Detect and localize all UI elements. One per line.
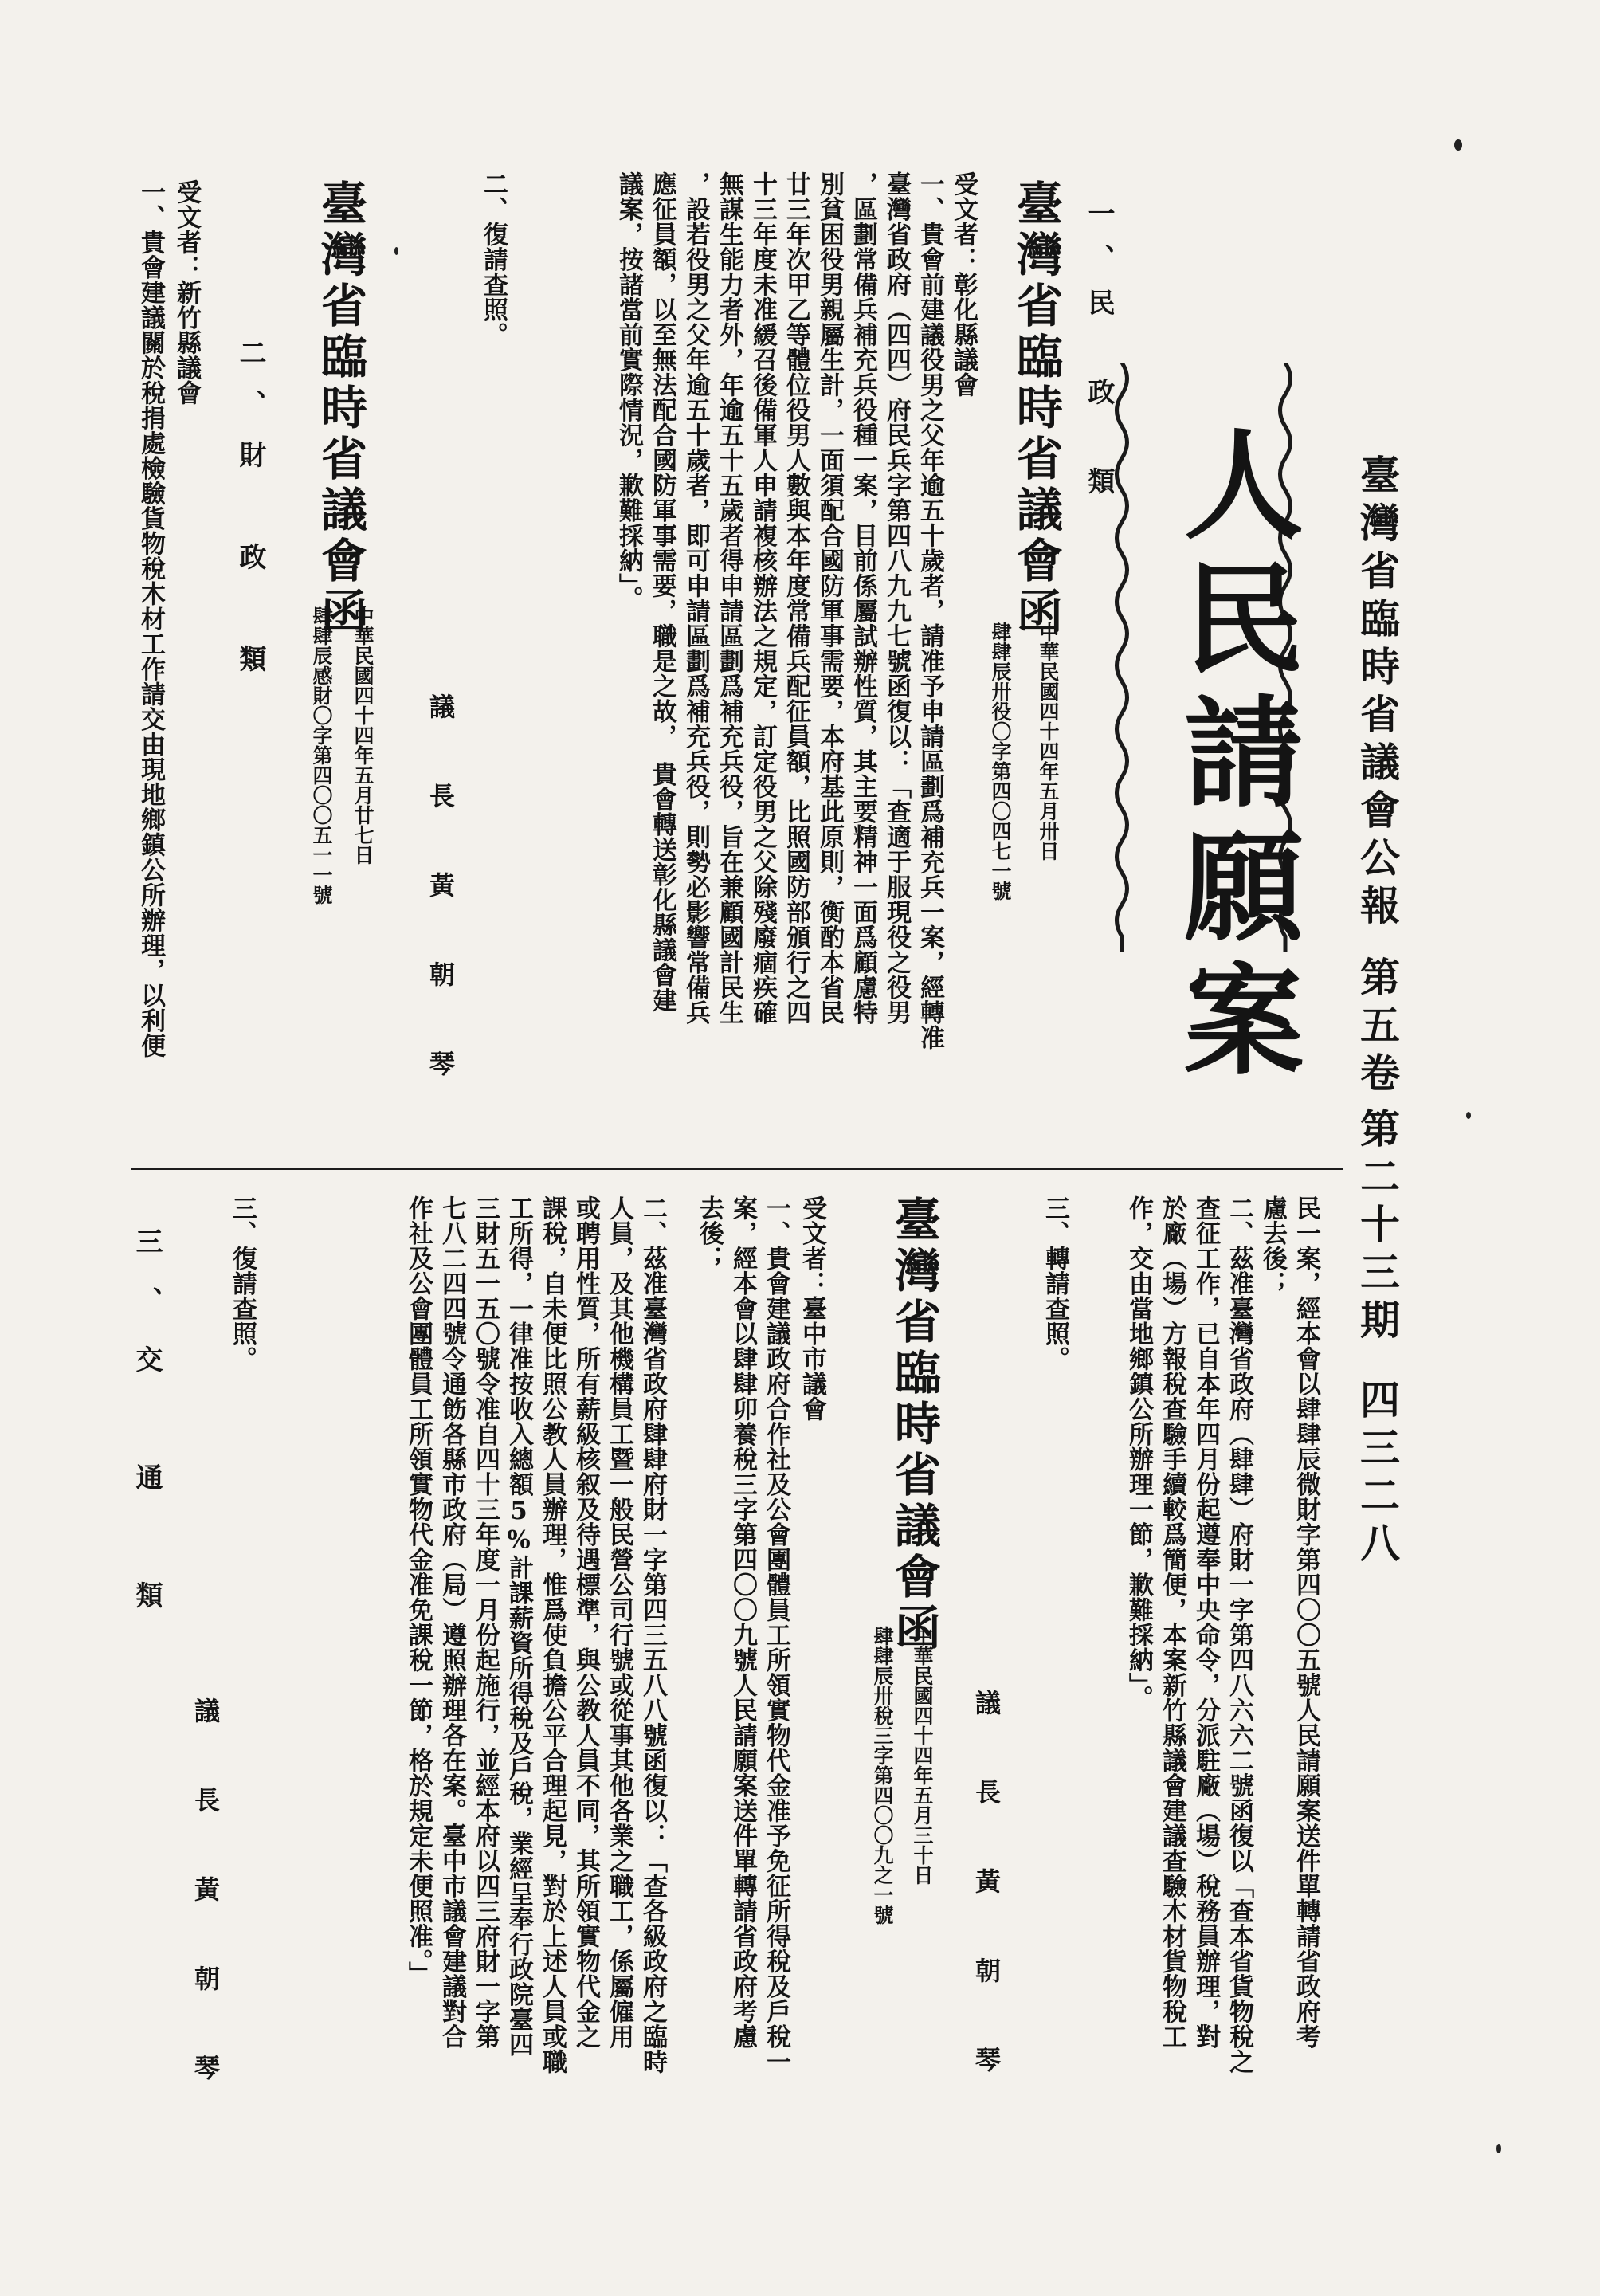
page-divider bbox=[131, 1168, 1343, 1170]
publication-title: 臺灣省臨時省議會公報 bbox=[1354, 454, 1401, 932]
letter3-para: 作社及公會團體員工所領實物代金准免課稅一節，格於規定未便照准。」 bbox=[404, 1195, 433, 1987]
letter1-para: 議案，按諸當前實際情況，歉難採納」。 bbox=[614, 171, 643, 611]
section-civil-affairs: 一、民 政 類 bbox=[1083, 199, 1115, 512]
letter3-recipient: 受文者：臺中市議會 bbox=[798, 1195, 826, 1422]
section-finance: 二、財 政 類 bbox=[234, 339, 266, 696]
letter2-cont-para: 二、茲准臺灣省政府（肆肆）府財一字第四八六六二號函復以「查本省貨物稅之 bbox=[1225, 1195, 1253, 2074]
letter3-para: 案，經本會以肆肆卯養稅三字第四〇〇九號人民請願案送件單轉請省政府考慮 bbox=[728, 1195, 757, 2049]
letter3-para: 三財五一五〇號令准自四十三年度一月份起施行，並經本府以四三府財一字第 bbox=[471, 1195, 500, 2049]
letter2-ref: 肆肆辰感財〇字第四〇〇五一一號 bbox=[310, 606, 333, 905]
letter2-para: 一、貴會建議關於稅捐處檢驗貨物稅木材工作請交由現地鄉鎮公所辦理，以利便 bbox=[136, 179, 165, 1058]
scan-speck bbox=[394, 247, 398, 255]
letter3-date: 中華民國四十四年五月三十日 bbox=[911, 1626, 934, 1885]
page-number: 四三二八 bbox=[1354, 1379, 1401, 1570]
letter1-para: 別貧困役男親屬生計，一面須配合國防軍事需要，本府基此原則，衡酌本省民 bbox=[815, 171, 844, 1025]
letter3-para: 或聘用性質，所有薪級核叙及待遇標準，與公教人員不同，其所領實物代金之 bbox=[571, 1195, 600, 2049]
letter1-para: 臺灣省政府（四四）府民兵字第四八九九七號函復以：「查適于服現役之役男 bbox=[882, 171, 911, 1025]
letter2-cont-para: 查征工作，已自本年四月份起遵奉中央命令，分派駐廠（場）稅務員辦理，對 bbox=[1191, 1195, 1220, 2049]
letter3-para: 工所得，一律准按收入總額5%計課薪資所得稅及戶稅，業經呈奉行政院臺四 bbox=[504, 1195, 533, 2057]
letter2-signature: 議 長 黃 朝 琴 bbox=[971, 1690, 1002, 2091]
letter2-heading: 臺灣省臨時省議會函 bbox=[313, 179, 367, 638]
letter1-para: ，區劃常備兵補充兵役種一案，目前係屬試辦性質，其主要精神一面爲顧慮特 bbox=[849, 171, 877, 1025]
letter3-ref: 肆肆辰卅稅三字第四〇〇九之一號 bbox=[871, 1626, 894, 1925]
issue-number: 第二十三期 bbox=[1354, 1108, 1401, 1347]
letter3-para: 課稅，自未便比照公教人員辦理，惟爲使負擔公平合理起見，對於上述人員或職 bbox=[538, 1195, 567, 2074]
letter1-para: ，設若役男之父年逾五十歲者，即可申請區劃爲補充兵役，則勢必影響常備兵 bbox=[681, 171, 710, 1025]
letter2-cont-para: 慮去後； bbox=[1258, 1195, 1287, 1296]
letter1-para: 無謀生能力者外，年逾五十五歲者得申請區劃爲補充兵役，旨在兼顧國計民生 bbox=[715, 171, 743, 1025]
letter2-date: 中華民國四十四年五月廿七日 bbox=[351, 606, 375, 865]
letter3-signature: 議 長 黃 朝 琴 bbox=[190, 1697, 221, 2099]
scan-speck bbox=[1496, 2144, 1501, 2153]
letter2-cont-para: 於廠（場）方報稅查驗手續較爲簡便，本案新竹縣議會建議查驗木材貨物稅工 bbox=[1158, 1195, 1186, 2049]
section-transport: 三、交 通 類 bbox=[131, 1227, 163, 1640]
letter3-para: 去後； bbox=[695, 1195, 724, 1271]
letter3-para: 七八二四四號令通飭各縣市政府（局）遵照辦理各在案。臺中市議會建議對合 bbox=[437, 1195, 466, 2049]
letter1-para: 一、貴會前建議役男之父年逾五十歲者，請准予申請區劃爲補充兵一案，經轉准 bbox=[916, 171, 944, 1050]
letter3-para: 三、復請查照。 bbox=[228, 1195, 257, 1372]
letter1-para: 應征員額，以至無法配合國防軍事需要，職是之故， 貴會轉送彰化縣議會建 bbox=[648, 171, 676, 1013]
letter2-cont-para: 民一案，經本會以肆肆辰微財字第四〇〇五號人民請願案送件單轉請省政府考 bbox=[1292, 1195, 1320, 2049]
letter1-date: 中華民國四十四年五月卅日 bbox=[1037, 622, 1060, 861]
letter1-para: 二、復請查照。 bbox=[479, 171, 508, 347]
letter3-para: 二、茲准臺灣省政府肆肆府財一字第四三五八八號函復以：「查各級政府之臨時 bbox=[638, 1195, 667, 2074]
letter1-para: 廿三年次甲乙等體位役男人數與本年度常備兵配征員額，比照國防部頒行之四 bbox=[782, 171, 810, 1025]
letter2-cont-para: 三、轉請查照。 bbox=[1041, 1195, 1069, 1372]
letter3-para: 一、貴會建議政府合作社及公會團體員工所領實物代金准予免征所得稅及戶稅一 bbox=[762, 1195, 790, 2074]
letter1-heading: 臺灣省臨時省議會函 bbox=[1009, 179, 1063, 638]
letter2-cont-para: 作，交由當地鄉鎮公所辦理一節，歉難採納」。 bbox=[1124, 1195, 1153, 1710]
letter1-signature: 議 長 黃 朝 琴 bbox=[425, 693, 456, 1095]
letter3-heading: 臺灣省臨時省議會函 bbox=[887, 1195, 941, 1654]
letter3-para: 人員，及其他機構員工暨一般民營公司行號或從事其他各業之職工，係屬僱用 bbox=[605, 1195, 633, 2049]
letter2-recipient: 受文者：新竹縣議會 bbox=[172, 179, 201, 406]
letter1-para: 十三年度未准緩召後備軍人申請複核辦法之規定，訂定役男之父除殘廢痼疾確 bbox=[748, 171, 777, 1025]
scan-speck bbox=[1454, 139, 1462, 151]
letter1-recipient: 受文者：彰化縣議會 bbox=[949, 171, 978, 398]
volume-number: 第五卷 bbox=[1354, 956, 1401, 1100]
letter1-ref: 肆肆辰卅役〇字第四〇四七一號 bbox=[989, 622, 1012, 901]
scan-speck bbox=[1466, 1112, 1471, 1119]
banner-title: 人民請願案 bbox=[1163, 422, 1304, 1092]
